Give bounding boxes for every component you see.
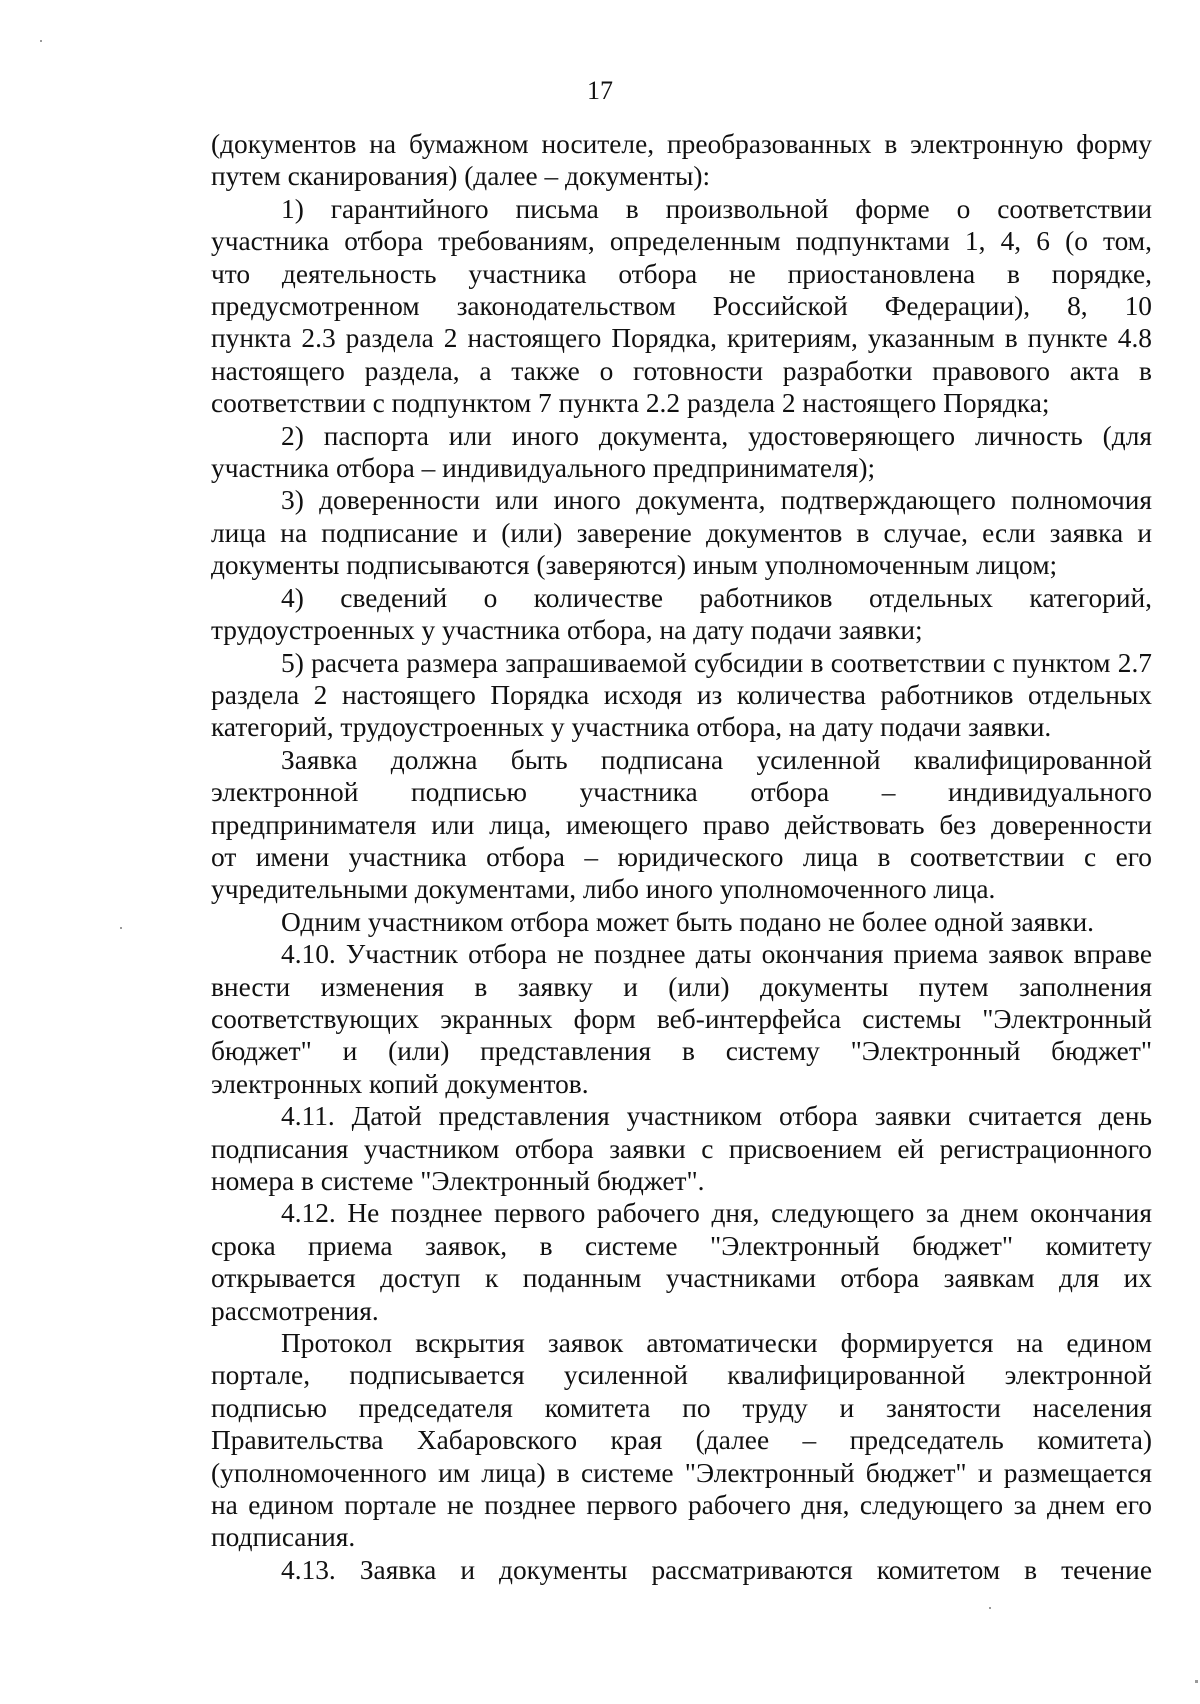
text-line: номера в системе "Электронный бюджет". <box>211 1166 705 1196</box>
text-line: на едином портале не позднее первого рабочего дня, следующего за днем его <box>211 1490 1152 1521</box>
text-line: портале, подписывается усиленной квалифицированной электронной <box>211 1360 1152 1391</box>
scan-dot <box>989 1607 991 1609</box>
text-line: от имени участника отбора – юридического лица в соответствии с его <box>211 841 1152 872</box>
text-line: предпринимателя или лица, имеющего право действовать без доверенности <box>211 809 1152 840</box>
text-line: 5) расчета размера запрашиваемой субсидии в соответствии с пунктом 2.7 <box>281 647 1152 678</box>
text-line: соответствующих экранных форм веб-интерфейса системы "Электронный <box>211 1003 1152 1034</box>
text-line: 4.11. Датой представления участником отбора заявки считается день <box>281 1101 1152 1132</box>
text-line: подписания участником отбора заявки с присвоением ей регистрационного <box>211 1133 1152 1164</box>
text-line: 4.13. Заявка и документы рассматриваются комитетом в течение <box>281 1554 1152 1585</box>
text-line: 4) сведений о количестве работников отдельных категорий, <box>281 582 1152 613</box>
scan-dot <box>120 927 122 929</box>
paragraph <box>211 128 1152 193</box>
text-line: 2) паспорта или иного документа, удостоверяющего личность (для <box>281 420 1152 451</box>
text-line: (документов на бумажном носителе, преобразованных в электронную форму <box>211 129 1152 159</box>
text-line: соответствии с подпунктом 7 пункта 2.2 раздела 2 настоящего Порядка; <box>211 388 1050 419</box>
text-line: Протокол вскрытия заявок автоматически формируется на едином <box>281 1328 1152 1359</box>
text-line: 4.10. Участник отбора не позднее даты окончания приема заявок вправе <box>281 939 1152 970</box>
paragraph <box>211 744 1152 906</box>
page-number: 17 <box>587 76 613 105</box>
text-line: что деятельность участника отбора не приостановлена в порядке, <box>211 258 1152 289</box>
text-line: бюджет" и (или) представления в систему "Электронный бюджет" <box>211 1036 1152 1067</box>
text-line: электронных копий документов. <box>211 1068 589 1099</box>
text-line: 4.12. Не позднее первого рабочего дня, следующего за днем окончания <box>281 1198 1152 1229</box>
paragraph <box>211 1100 1152 1197</box>
text-line: Заявка должна быть подписана усиленной квалифицированной <box>281 744 1152 775</box>
paragraph <box>211 938 1152 1100</box>
text-line: (уполномоченного им лица) в системе "Электронный бюджет" и размещается <box>211 1457 1152 1488</box>
text-line: внести изменения в заявку и (или) документы путем заполнения <box>211 971 1152 1002</box>
text-line: предусмотренном законодательством Российской Федерации), 8, 10 <box>211 291 1152 322</box>
text-line: трудоустроенных у участника отбора, на дату подачи заявки; <box>211 615 923 646</box>
paragraph <box>211 582 1152 647</box>
paragraph <box>211 484 1152 581</box>
text-line: Одним участником отбора может быть подано не более одной заявки. <box>281 906 1095 937</box>
text-line: категорий, трудоустроенных у участника отбора, на дату подачи заявки. <box>211 712 1052 743</box>
paragraph <box>211 193 1152 420</box>
paragraph <box>211 906 1152 938</box>
paragraph <box>211 647 1152 744</box>
text-line: 3) доверенности или иного документа, подтверждающего полномочия <box>281 485 1152 516</box>
edge-mark <box>1195 1680 1198 1683</box>
text-line: путем сканирования) (далее – документы): <box>211 161 711 192</box>
text-line: лица на подписание и (или) заверение документов в случае, если заявка и <box>211 517 1152 548</box>
scan-dot <box>40 40 42 42</box>
text-line: учредительными документами, либо иного уполномоченного лица. <box>211 874 996 905</box>
text-line: Правительства Хабаровского края (далее – председатель комитета) <box>211 1425 1152 1456</box>
text-line: раздела 2 настоящего Порядка исходя из количества работников отдельных <box>211 679 1152 710</box>
paragraph <box>211 1554 1152 1586</box>
text-line: электронной подписью участника отбора – индивидуального <box>211 777 1152 808</box>
text-line: пункта 2.3 раздела 2 настоящего Порядка, критериям, указанным в пункте 4.8 <box>211 323 1152 354</box>
document-body <box>211 128 1152 1586</box>
text-line: рассмотрения. <box>211 1295 379 1326</box>
text-line: подписания. <box>211 1522 356 1553</box>
text-line: настоящего раздела, а также о готовности разработки правового акта в <box>211 355 1152 386</box>
text-line: подписью председателя комитета по труду и занятости населения <box>211 1392 1152 1423</box>
paragraph <box>211 1197 1152 1327</box>
text-line: открывается доступ к поданным участниками отбора заявкам для их <box>211 1263 1152 1294</box>
text-line: участника отбора требованиям, определенным подпунктами 1, 4, 6 (о том, <box>211 226 1152 257</box>
text-line: срока приема заявок, в системе "Электронный бюджет" комитету <box>211 1230 1152 1261</box>
text-line: 1) гарантийного письма в произвольной форме о соответствии <box>281 193 1152 224</box>
paragraph <box>211 420 1152 485</box>
text-line: документы подписываются (заверяются) иным уполномоченным лицом; <box>211 550 1058 581</box>
paragraph <box>211 1327 1152 1554</box>
text-line: участника отбора – индивидуального предпринимателя); <box>211 453 876 484</box>
